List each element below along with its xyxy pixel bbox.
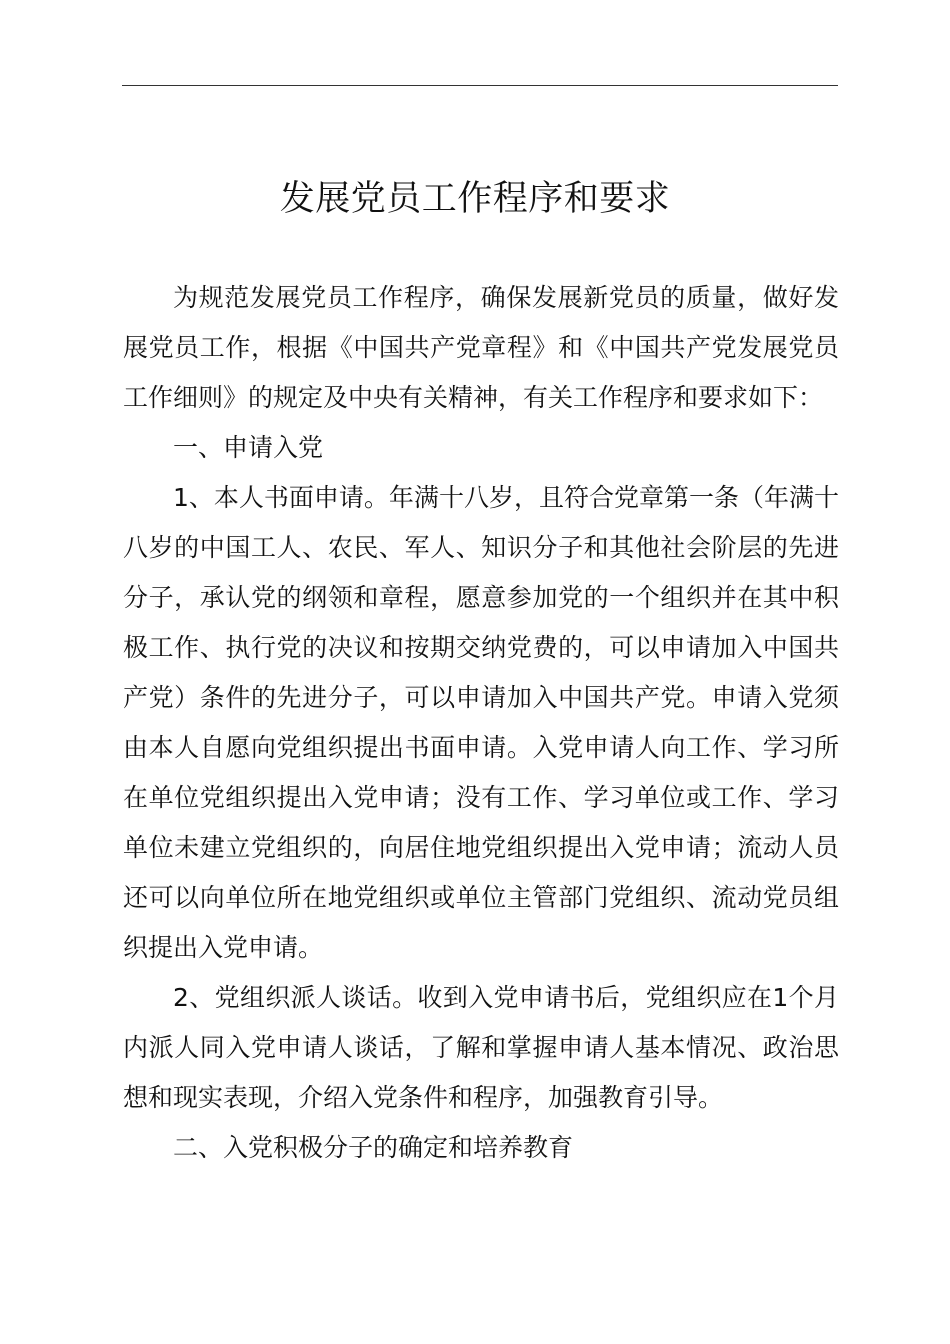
page-title: 发展党员工作程序和要求 [279,179,671,219]
item-party-interview: 2、党组织派人谈话。收到入党申请书后，党组织应在1个月内派人同入党申请人谈话，了解和掌握申请人基本情况、政治思想和现实表现，介绍入党条件和程序，加强教育引导。 [123,983,839,1112]
section-heading-activists: 二、入党积极分子的确定和培养教育 [173,1133,574,1162]
header-rule [122,85,838,86]
document-body [123,273,839,1173]
item-written-application: 1、本人书面申请。年满十八岁，且符合党章第一条（年满十八岁的中国工人、农民、军人、知识分子和其他社会阶层的先进分子，承认党的纲领和章程，愿意参加党的一个组织并在其中积极工作、执行党的决议和按期交纳党费的，可以申请加入中国共产党）条件的先进分子，可以申请加入中国共产党。申请入党须由本人自愿向党组织提出书面申请。入党申请人向工作、学习所在单位党组织提出入党申请；没有工作、学习单位或工作、学习单位未建立党组织的，向居住地党组织提出入党申请；流动人员还可以向单位所在地党组织或单位主管部门党组织、流动党员组织提出入党申请。 [123,483,839,962]
section-heading-apply: 一、申请入党 [173,433,324,462]
intro-paragraph: 为规范发展党员工作程序，确保发展新党员的质量，做好发展党员工作，根据《中国共产党章程》和《中国共产党发展党员工作细则》的规定及中央有关精神，有关工作程序和要求如下： [123,283,839,412]
